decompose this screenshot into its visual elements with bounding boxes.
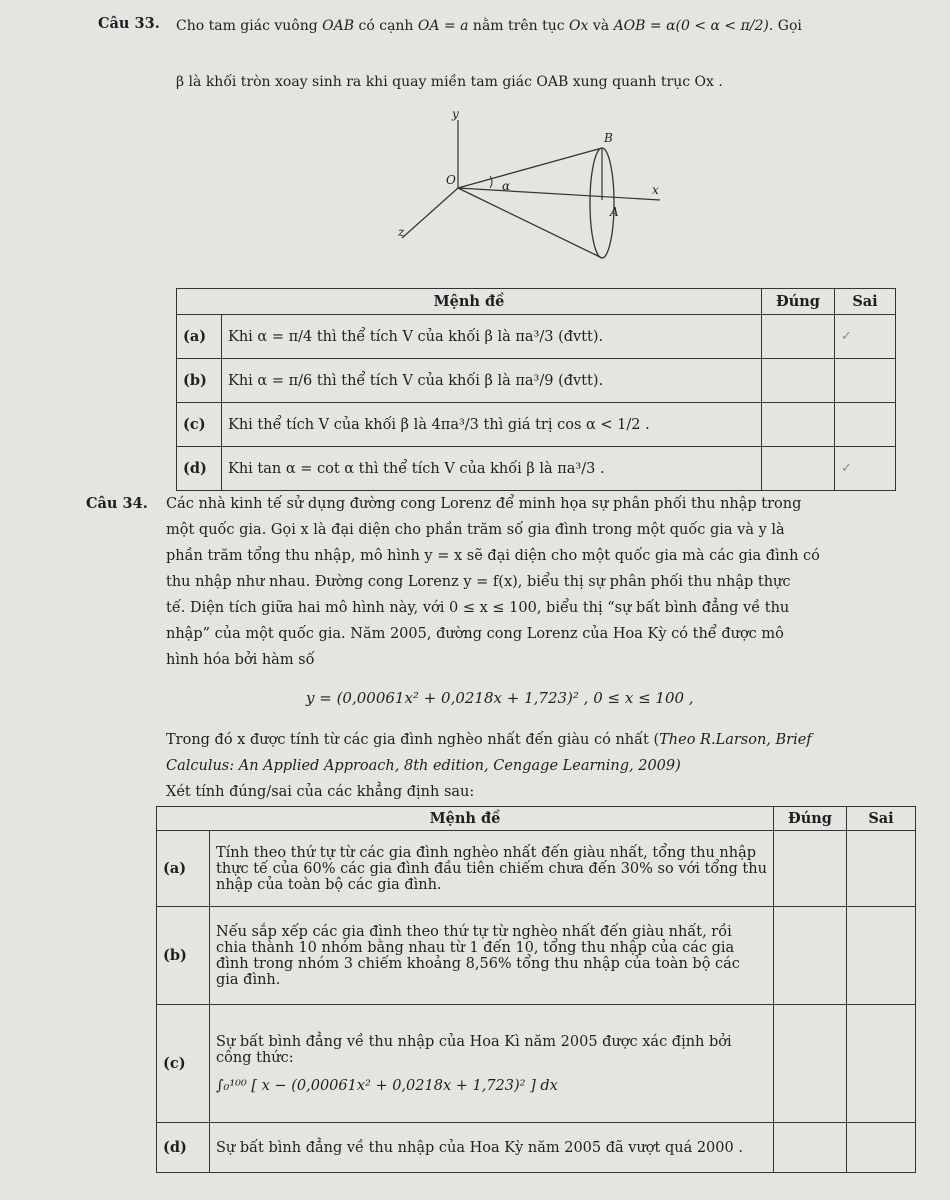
q34-p5: tế. Diện tích giữa hai mô hình này, với 0 ≤ x ≤ 100, biểu thị “sự bất bình đẳng về thu: [166, 600, 790, 616]
label-o: O: [446, 173, 456, 187]
label-b: B: [604, 131, 613, 145]
label-a: A: [610, 205, 619, 219]
table-row: (a) Tính theo thứ tự từ các gia đình nghèo nhất đến giàu nhất, tổng thu nhập thực tế của 60% các gia đình đầu tiên chiếm chưa đến 30% so với tổng thu nhập của toàn bộ các gia đình.: [157, 831, 916, 907]
q33-line2: β là khối tròn xoay sinh ra khi quay miền tam giác OAB xung quanh trục Ox .: [176, 74, 723, 90]
q34-p9: Calculus: An Applied Approach, 8th edition, Cengage Learning, 2009): [166, 758, 681, 774]
q34-truth-table: [156, 806, 916, 1173]
q34-p8: Trong đó x được tính từ các gia đình nghèo nhất đến giàu có nhất (Theo R.Larson, Brief: [166, 732, 812, 748]
table-row: (b) Nếu sắp xếp các gia đình theo thứ tự từ nghèo nhất đến giàu nhất, rồi chia thành 10 nhóm bằng nhau từ 1 đến 10, tổng thu nhập của các gia đình trong nhóm 3 chiếm khoảng 8,56% tổng thu nhập của toàn bộ các gia đình.: [157, 907, 916, 1005]
q34-col-false: Sai: [847, 807, 916, 831]
q33-header: Mệnh đề: [177, 289, 762, 315]
table-row: (b) Khi α = π/6 thì thể tích V của khối β là πa³/9 (đvtt).: [177, 359, 896, 403]
q34-p4: thu nhập như nhau. Đường cong Lorenz y = f(x), biểu thị sự phân phối thu nhập thực: [166, 574, 791, 590]
q34-p2: một quốc gia. Gọi x là đại diện cho phần trăm số gia đình trong một quốc gia và y là: [166, 522, 785, 538]
table-row: (d) Khi tan α = cot α thì thể tích V của khối β là πa³/3 . ✓: [177, 447, 896, 491]
check-mark-icon[interactable]: ✓: [835, 447, 896, 491]
q34-p1: Các nhà kinh tế sử dụng đường cong Lorenz để minh họa sự phân phối thu nhập trong: [166, 496, 802, 512]
q34-p10: Xét tính đúng/sai của các khẳng định sau:: [166, 784, 475, 800]
cone-diagram: [390, 108, 690, 278]
label-x: x: [652, 183, 659, 197]
segment-cone-lower: [458, 188, 602, 258]
table-row: (d) Sự bất bình đẳng về thu nhập của Hoa Kỳ năm 2005 đã vượt quá 2000 .: [157, 1123, 916, 1173]
table-row: (c) Sự bất bình đẳng về thu nhập của Hoa Kì năm 2005 được xác định bởi công thức: ∫₀¹⁰⁰ [ x − (0,00061x² + 0,0218x + 1,723)² ] dx: [157, 1005, 916, 1123]
z-axis: [402, 188, 458, 238]
label-alpha: α: [502, 179, 511, 193]
cone-figure: [390, 108, 690, 278]
q33-col-true: Đúng: [762, 289, 835, 315]
q34-p3: phần trăm tổng thu nhập, mô hình y = x sẽ đại diện cho một quốc gia mà các gia đình có: [166, 548, 820, 564]
label-y: y: [452, 108, 459, 121]
table-row: (a) Khi α = π/4 thì thể tích V của khối β là πa³/3 (đvtt). ✓: [177, 315, 896, 359]
x-axis: [458, 188, 660, 200]
angle-arc: [490, 176, 492, 188]
q34-label: Câu 34.: [86, 495, 148, 512]
q34-formula: y = (0,00061x² + 0,0218x + 1,723)² , 0 ≤ x ≤ 100 ,: [306, 689, 694, 707]
q33-label: Câu 33.: [98, 15, 160, 32]
q33-truth-table: [176, 288, 896, 491]
q34-p7: hình hóa bởi hàm số: [166, 652, 315, 668]
q33-line1: Cho tam giác vuông OAB có cạnh OA = a nằm trên tục Ox và AOB = α(0 < α < π/2). Gọi: [176, 18, 802, 34]
q34-col-true: Đúng: [774, 807, 847, 831]
q33-col-false: Sai: [835, 289, 896, 315]
check-mark-icon[interactable]: ✓: [835, 315, 896, 359]
label-z: z: [398, 225, 405, 239]
q34-p6: nhập” của một quốc gia. Năm 2005, đường cong Lorenz của Hoa Kỳ có thể được mô: [166, 626, 784, 642]
table-row: (c) Khi thể tích V của khối β là 4πa³/3 thì giá trị cos α < 1/2 .: [177, 403, 896, 447]
q34-header: Mệnh đề: [157, 807, 774, 831]
segment-ob: [458, 148, 602, 188]
